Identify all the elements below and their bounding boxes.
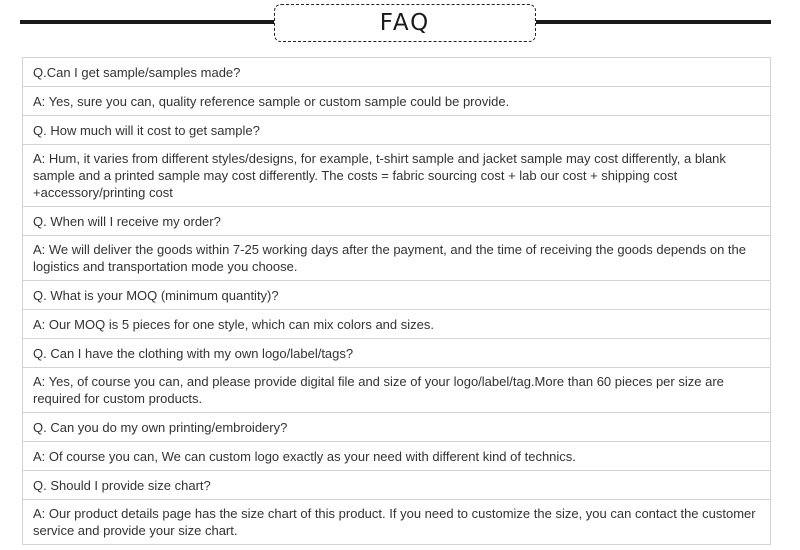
faq-question: Q. Can you do my own printing/embroidery? <box>23 413 771 442</box>
faq-question: Q.Can I get sample/samples made? <box>23 58 771 87</box>
faq-answer: A: Of course you can, We can custom logo exactly as your need with different kind of technics. <box>23 442 771 471</box>
faq-question-row <box>23 413 771 442</box>
faq-answer: A: Yes, of course you can, and please provide digital file and size of your logo/label/tag.More than 60 pieces per size are required for custom products. <box>23 368 771 413</box>
faq-answer-row <box>23 145 771 207</box>
faq-answer: A: Our product details page has the size chart of this product. If you need to customize the size, you can contact the customer service and provide your size chart. <box>23 500 771 545</box>
faq-answer: A: Yes, sure you can, quality reference sample or custom sample could be provide. <box>23 87 771 116</box>
faq-question: Q. How much will it cost to get sample? <box>23 116 771 145</box>
faq-answer: A: We will deliver the goods within 7-25 working days after the payment, and the time of receiving the goods depends on the logistics and transportation mode you choose. <box>23 236 771 281</box>
faq-question: Q. Can I have the clothing with my own logo/label/tags? <box>23 339 771 368</box>
faq-answer-row <box>23 368 771 413</box>
faq-question-row <box>23 207 771 236</box>
faq-question-row <box>23 281 771 310</box>
faq-question-row <box>23 58 771 87</box>
faq-table <box>22 57 771 545</box>
faq-question: Q. What is your MOQ (minimum quantity)? <box>23 281 771 310</box>
header-rule-right <box>536 20 771 24</box>
faq-answer: A: Our MOQ is 5 pieces for one style, which can mix colors and sizes. <box>23 310 771 339</box>
faq-question: Q. When will I receive my order? <box>23 207 771 236</box>
faq-answer-row <box>23 442 771 471</box>
header-rule-left <box>20 20 274 24</box>
faq-answer-row <box>23 87 771 116</box>
faq-question-row <box>23 339 771 368</box>
faq-question-row <box>23 116 771 145</box>
faq-answer-row <box>23 236 771 281</box>
faq-answer-row <box>23 500 771 545</box>
faq-answer: A: Hum, it varies from different styles/designs, for example, t-shirt sample and jacket sample may cost differently, a blank sample and a printed sample may cost differently. The costs = fabric sourcing cost + lab our cost + shipping cost +accessory/printing cost <box>23 145 771 207</box>
faq-question: Q. Should I provide size chart? <box>23 471 771 500</box>
faq-title-box <box>274 4 536 42</box>
faq-header <box>0 0 800 50</box>
faq-answer-row <box>23 310 771 339</box>
faq-question-row <box>23 471 771 500</box>
page-title: FAQ <box>379 10 431 36</box>
